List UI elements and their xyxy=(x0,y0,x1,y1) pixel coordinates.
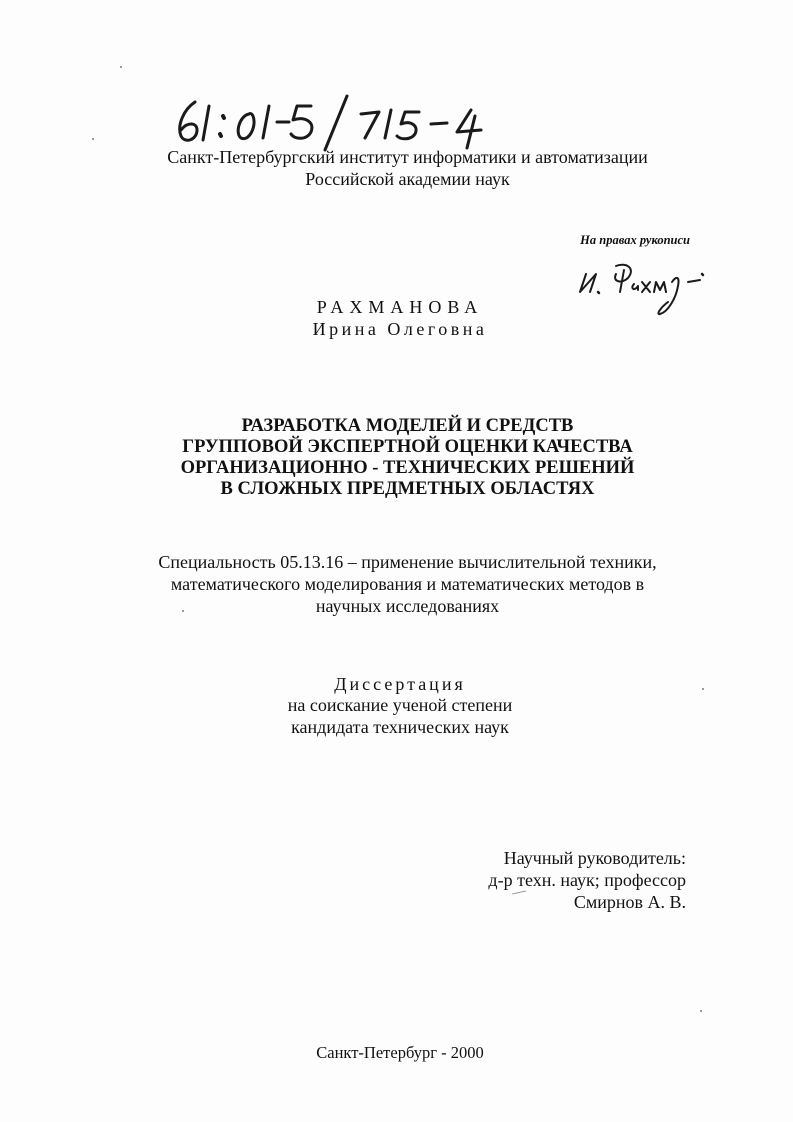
handwritten-shelfmark xyxy=(165,92,525,154)
supervisor-label: Научный руководитель: xyxy=(503,848,686,868)
degree-line-2: кандидата технических наук xyxy=(291,716,509,737)
title-line-1: РАЗРАБОТКА МОДЕЛЕЙ И СРЕДСТВ xyxy=(241,416,574,436)
supervisor-name: Смирнов А. В. xyxy=(573,892,686,912)
degree-purpose xyxy=(150,695,650,738)
author-given-names: Ирина Олеговна xyxy=(312,319,488,339)
scientific-supervisor xyxy=(440,847,686,913)
manuscript-rights-note: На правах рукописи xyxy=(580,233,690,247)
scan-speck xyxy=(92,138,94,140)
institute-line-2: Российской академии наук xyxy=(305,169,510,189)
scan-speck xyxy=(700,1010,702,1012)
scan-speck xyxy=(702,688,704,690)
title-line-2: ГРУППОВОЙ ЭКСПЕРТНОЙ ОЦЕНКИ КАЧЕСТВА xyxy=(182,437,633,457)
dissertation-title xyxy=(100,416,715,500)
specialty-line-2: математического моделирования и математических методов в xyxy=(170,574,645,594)
document-type: Диссертация xyxy=(334,674,466,694)
title-line-3: ОРГАНИЗАЦИОННО - ТЕХНИЧЕСКИХ РЕШЕНИЙ xyxy=(180,458,635,478)
specialty-line-1: Специальность 05.13.16 – применение вычислительной техники, xyxy=(158,552,657,572)
author-surname: РАХМАНОВА xyxy=(316,297,484,317)
specialty-line-3: научных исследованиях xyxy=(315,596,500,616)
scan-speck xyxy=(182,610,184,612)
city-and-year: Санкт-Петербург - 2000 xyxy=(316,1043,484,1062)
institute-line-1: Санкт-Петербургский институт информатики и автоматизации xyxy=(167,147,648,167)
title-line-4: В СЛОЖНЫХ ПРЕДМЕТНЫХ ОБЛАСТЯХ xyxy=(220,479,595,499)
supervisor-degree: д-р техн. наук; профессор xyxy=(488,870,686,890)
scan-speck xyxy=(120,66,122,68)
institute-name xyxy=(100,146,715,190)
degree-line-1: на соискание ученой степени xyxy=(287,695,513,715)
specialty-description xyxy=(100,551,715,617)
